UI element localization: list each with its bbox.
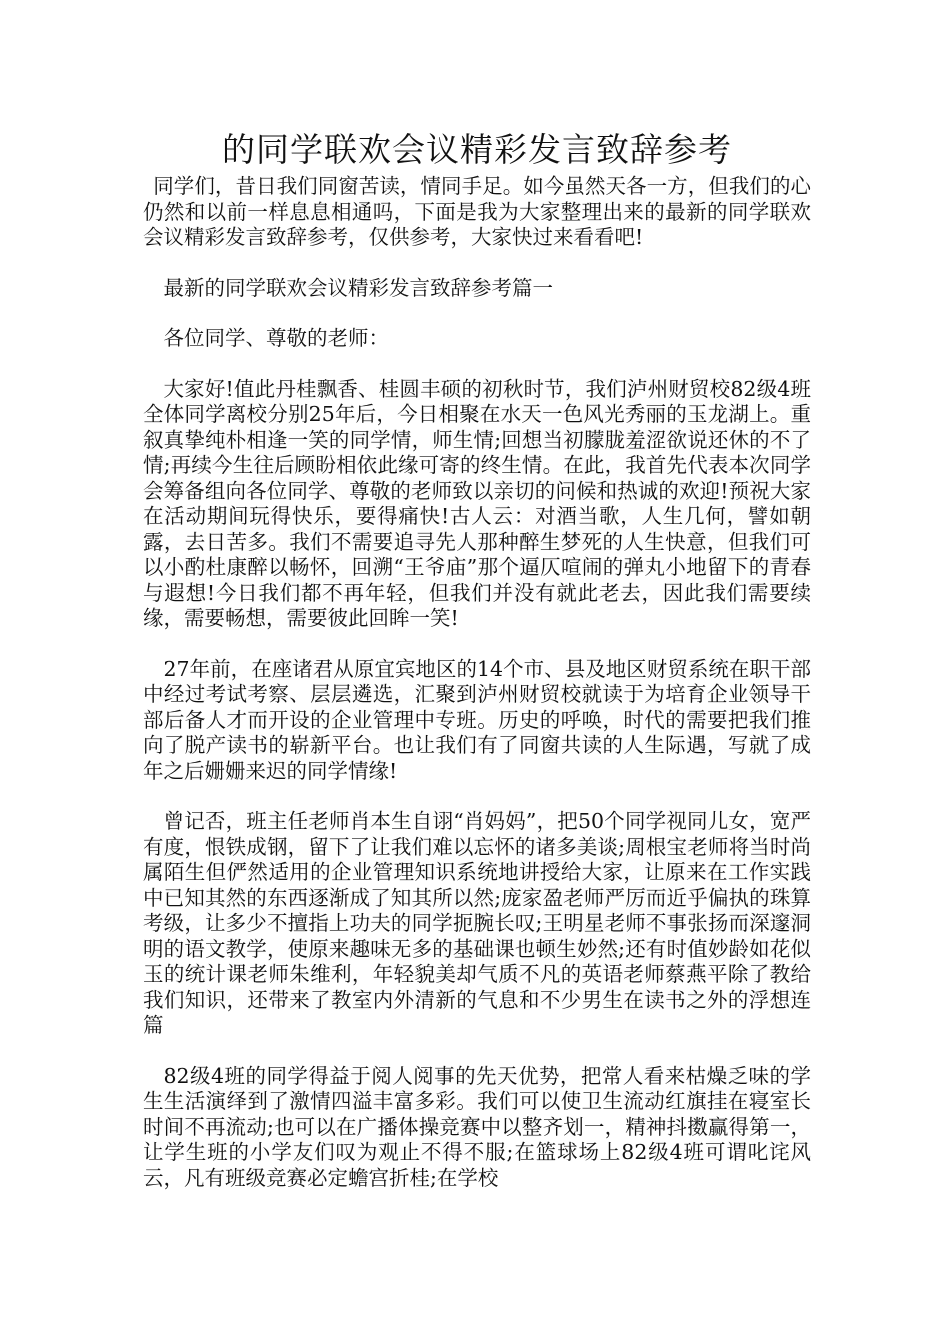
paragraph-gap bbox=[143, 352, 811, 377]
body-paragraph-1: 大家好!值此丹桂飘香、桂圆丰硕的初秋时节，我们泸州财贸校82级4班全体同学离校分别25年后，今日相聚在水天一色风光秀丽的玉龙湖上。重叙真挚纯朴相逢一笑的同学情，师生情;回想当初朦胧羞涩欲说还休的不了情;再续今生往后顾盼相依此缘可寄的终生情。在此，我首先代表本次同学会筹备组向各位同学、尊敬的老师致以亲切的问候和热诚的欢迎!预祝大家在活动期间玩得快乐，要得痛快!古人云：对酒当歌，人生几何，譬如朝露，去日苦多。我们不需要追寻先人那种醉生梦死的人生快意，但我们可以小酌杜康醉以畅怀，回溯“王爷庙”那个逼仄喧闹的弹丸小地留下的青春与遐想!今日我们都不再年轻，但我们并没有就此老去，因此我们需要续缘，需要畅想，需要彼此回眸一笑! bbox=[143, 376, 811, 630]
paragraph-gap bbox=[143, 632, 811, 657]
body-paragraph-4: 82级4班的同学得益于阅人阅事的先天优势，把常人看来枯燥乏味的学生生活演绎到了激情四溢丰富多彩。我们可以使卫生流动红旗挂在寝室长时间不再流动;也可以在广播体操竞赛中以整齐划一，精神抖擞赢得第一，让学生班的小学友们叹为观止不得不服;在篮球场上82级4班可谓叱诧风云，凡有班级竞赛必定蟾宫折桂;在学校 bbox=[143, 1063, 811, 1190]
paragraph-gap bbox=[143, 784, 811, 809]
document-body bbox=[143, 128, 811, 1191]
body-paragraph-2: 27年前，在座诸君从原宜宾地区的14个市、县及地区财贸系统在职干部中经过考试考察、层层遴选，汇聚到泸州财贸校就读于为培育企业领导干部后备人才而开设的企业管理中专班。历史的呼唤，时代的需要把我们推向了脱产读书的崭新平台。也让我们有了同窗共读的人生际遇，写就了成年之后姗姗来迟的同学情缘! bbox=[143, 656, 811, 783]
paragraph-gap bbox=[143, 251, 811, 276]
body-paragraph-3: 曾记否，班主任老师肖本生自诩“肖妈妈”，把50个同学视同儿女，宽严有度，恨铁成钢，留下了让我们难以忘怀的诸多美谈;周根宝老师将当时尚属陌生但俨然适用的企业管理知识系统地讲授给大家，让原来在工作实践中已知其然的东西逐渐成了知其所以然;庞家盈老师严厉而近乎偏执的珠算考级，让多少不擅指上功夫的同学扼腕长叹;王明星老师不事张扬而深邃洞明的语文教学，使原来趣味无多的基础课也顿生妙然;还有时值妙龄如花似玉的统计课老师朱维利，年轻貌美却气质不凡的英语老师蔡燕平除了教给我们知识，还带来了教室内外清新的气息和不少男生在读书之外的浮想连篇 bbox=[143, 809, 811, 1037]
document-title: 的同学联欢会议精彩发言致辞参考 bbox=[222, 130, 732, 169]
section-heading: 最新的同学联欢会议精彩发言致辞参考篇一 bbox=[163, 275, 553, 300]
intro-paragraph: 同学们，昔日我们同窗苦读，情同手足。如今虽然天各一方，但我们的心仍然和以前一样息息相通吗，下面是我为大家整理出来的最新的同学联欢会议精彩发言致辞参考，仅供参考，大家快过来看看吧! bbox=[143, 174, 811, 249]
paragraph-gap bbox=[143, 1039, 811, 1064]
salutation: 各位同学、尊敬的老师： bbox=[163, 326, 389, 350]
paragraph-gap bbox=[143, 301, 811, 326]
